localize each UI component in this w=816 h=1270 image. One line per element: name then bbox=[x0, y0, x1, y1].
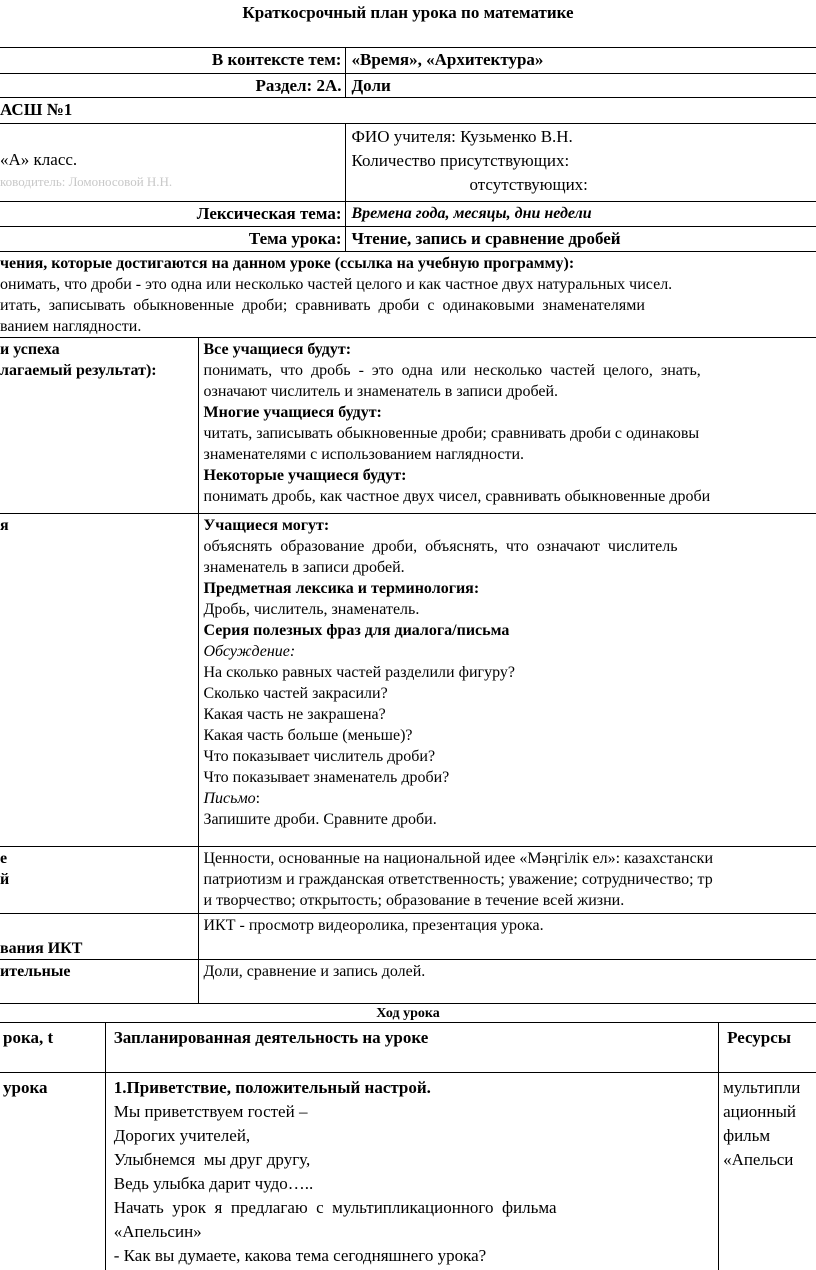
question-3: Какая часть не закрашена? bbox=[203, 706, 386, 723]
vocab-text: Дробь, числитель, знаменатель. bbox=[203, 601, 420, 618]
writing-text: Запишите дроби. Сравните дроби. bbox=[203, 811, 437, 828]
writing-colon: : bbox=[255, 790, 261, 807]
can-text-2: знаменатель в записи дробей. bbox=[203, 559, 405, 576]
all-students-text-2: означают числитель и знаменатель в записи дробей. bbox=[203, 383, 559, 400]
topic-label: Тема урока: bbox=[0, 227, 346, 252]
teacher-name: ФИО учителя: Кузьменко В.Н. bbox=[351, 127, 573, 146]
objectives-line-3: ванием наглядности. bbox=[0, 318, 142, 335]
many-students-text-1: читать, записывать обыкновенные дроби; сравнивать дроби с одинаковы bbox=[203, 425, 700, 442]
objectives-heading: чения, которые достигаются на данном уроке (ссылка на учебную программу): bbox=[0, 255, 575, 272]
lexical-label: Лексическая тема: bbox=[0, 202, 346, 227]
class-cell bbox=[0, 124, 346, 202]
question-4: Какая часть больше (меньше)? bbox=[203, 727, 413, 744]
activity-line-5: Начать урок я предлагаю с мультипликационного фильма bbox=[113, 1198, 557, 1217]
col-activity-header: Запланированная деятельность на уроке bbox=[105, 1023, 718, 1073]
section-label: Раздел: 2А. bbox=[0, 74, 346, 98]
context-value: «Время», «Архитектура» bbox=[346, 48, 816, 74]
topic-value: Чтение, запись и сравнение дробей bbox=[346, 227, 816, 252]
absent-count: отсутствующих: bbox=[469, 175, 588, 194]
poem-line-1: Мы приветствуем гостей – bbox=[113, 1102, 308, 1121]
objectives-cell bbox=[0, 252, 816, 338]
poem-line-3: Улыбнемся мы друг другу, bbox=[113, 1150, 311, 1169]
poem-line-2: Дорогих учителей, bbox=[113, 1126, 251, 1145]
success-label-cell bbox=[0, 338, 198, 514]
some-students-heading: Некоторые учащиеся будут: bbox=[203, 467, 407, 484]
can-heading: Учащиеся могут: bbox=[203, 517, 330, 534]
resources-cell bbox=[719, 1073, 816, 1270]
success-criteria-cell bbox=[198, 338, 816, 514]
present-count: Количество присутствующих: bbox=[351, 151, 570, 170]
course-table bbox=[0, 1022, 816, 1270]
values-line-1: Ценности, основанные на национальной идее «Мәңгілік ел»: казахстански bbox=[203, 850, 714, 867]
school-name: АСШ №1 bbox=[0, 98, 816, 124]
activity-line-6: «Апельсин» bbox=[113, 1222, 202, 1241]
language-cell bbox=[198, 514, 816, 847]
values-line-3: и творчество; открытость; образование в течение всей жизни. bbox=[203, 892, 625, 909]
many-students-text-2: знаменателями с использованием наглядности. bbox=[203, 446, 525, 463]
ict-text: ИКТ - просмотр видеоролика, презентация урока. bbox=[198, 914, 816, 960]
success-label-2: лагаемый результат): bbox=[0, 362, 157, 379]
phrases-heading: Серия полезных фраз для диалога/письма bbox=[203, 622, 510, 639]
success-label-1: и успеха bbox=[0, 341, 60, 358]
values-label-1: е bbox=[0, 850, 8, 867]
teacher-cell bbox=[346, 124, 816, 202]
question-6: Что показывает знаменатель дроби? bbox=[203, 769, 450, 786]
prior-text: Доли, сравнение и запись долей. bbox=[198, 960, 816, 1004]
question-2: Сколько частей закрасили? bbox=[203, 685, 388, 702]
section-value: Доли bbox=[346, 74, 816, 98]
greeting-heading: 1.Приветствие, положительный настрой. bbox=[113, 1078, 431, 1097]
question-1: На сколько равных частей разделили фигуру? bbox=[203, 664, 515, 681]
poem-line-4: Ведь улыбка дарит чудо….. bbox=[113, 1174, 314, 1193]
faded-note: ководитель: Ломоносовой Н.Н. bbox=[0, 174, 173, 189]
class-name: «А» класс. bbox=[0, 150, 78, 169]
col-stage-header: рока, t bbox=[0, 1023, 105, 1073]
header-table bbox=[0, 47, 816, 252]
language-label: я bbox=[0, 514, 198, 847]
page-title: Краткосрочный план урока по математике bbox=[242, 3, 574, 22]
question-5: Что показывает числитель дроби? bbox=[203, 748, 436, 765]
writing-label: Письмо bbox=[203, 790, 256, 807]
resource-line-2: ационный bbox=[723, 1102, 797, 1121]
values-label-cell bbox=[0, 847, 198, 914]
prior-label: ительные bbox=[0, 960, 198, 1004]
course-heading: Ход урока bbox=[376, 1006, 440, 1021]
values-line-2: патриотизм и гражданская ответственность; уважение; сотрудничество; тр bbox=[203, 871, 713, 888]
can-text-1: объяснять образование дроби, объяснять, что означают числитель bbox=[203, 538, 678, 555]
resource-line-4: «Апельси bbox=[723, 1150, 794, 1169]
objectives-line-1: онимать, что дроби - это одна или несколько частей целого и как частное двух натуральных чисел. bbox=[0, 276, 673, 293]
some-students-text: понимать дробь, как частное двух чисел, сравнивать обыкновенные дроби bbox=[203, 488, 711, 505]
context-label: В контексте тем: bbox=[0, 48, 346, 74]
activity-cell bbox=[105, 1073, 718, 1270]
objectives-line-2: итать, записывать обыкновенные дроби; сравнивать дроби с одинаковыми знаменателями bbox=[0, 297, 645, 314]
all-students-text-1: понимать, что дробь - это одна или несколько частей целого, знать, bbox=[203, 362, 701, 379]
lexical-value: Времена года, месяцы, дни недели bbox=[346, 202, 816, 227]
stage-cell: урока bbox=[0, 1073, 105, 1270]
many-students-heading: Многие учащиеся будут: bbox=[203, 404, 382, 421]
plan-table bbox=[0, 251, 816, 1004]
vocab-heading: Предметная лексика и терминология: bbox=[203, 580, 480, 597]
values-label-2: й bbox=[0, 871, 10, 888]
resource-line-3: фильм bbox=[723, 1126, 771, 1145]
col-resources-header: Ресурсы bbox=[719, 1023, 816, 1073]
activity-question: - Как вы думаете, какова тема сегодняшнего урока? bbox=[113, 1246, 487, 1265]
ict-label-cell bbox=[0, 914, 198, 960]
all-students-heading: Все учащиеся будут: bbox=[203, 341, 352, 358]
discussion-label: Обсуждение: bbox=[203, 643, 296, 660]
ict-label: вания ИКТ bbox=[0, 940, 83, 957]
resource-line-1: мультипли bbox=[723, 1078, 801, 1097]
values-cell bbox=[198, 847, 816, 914]
